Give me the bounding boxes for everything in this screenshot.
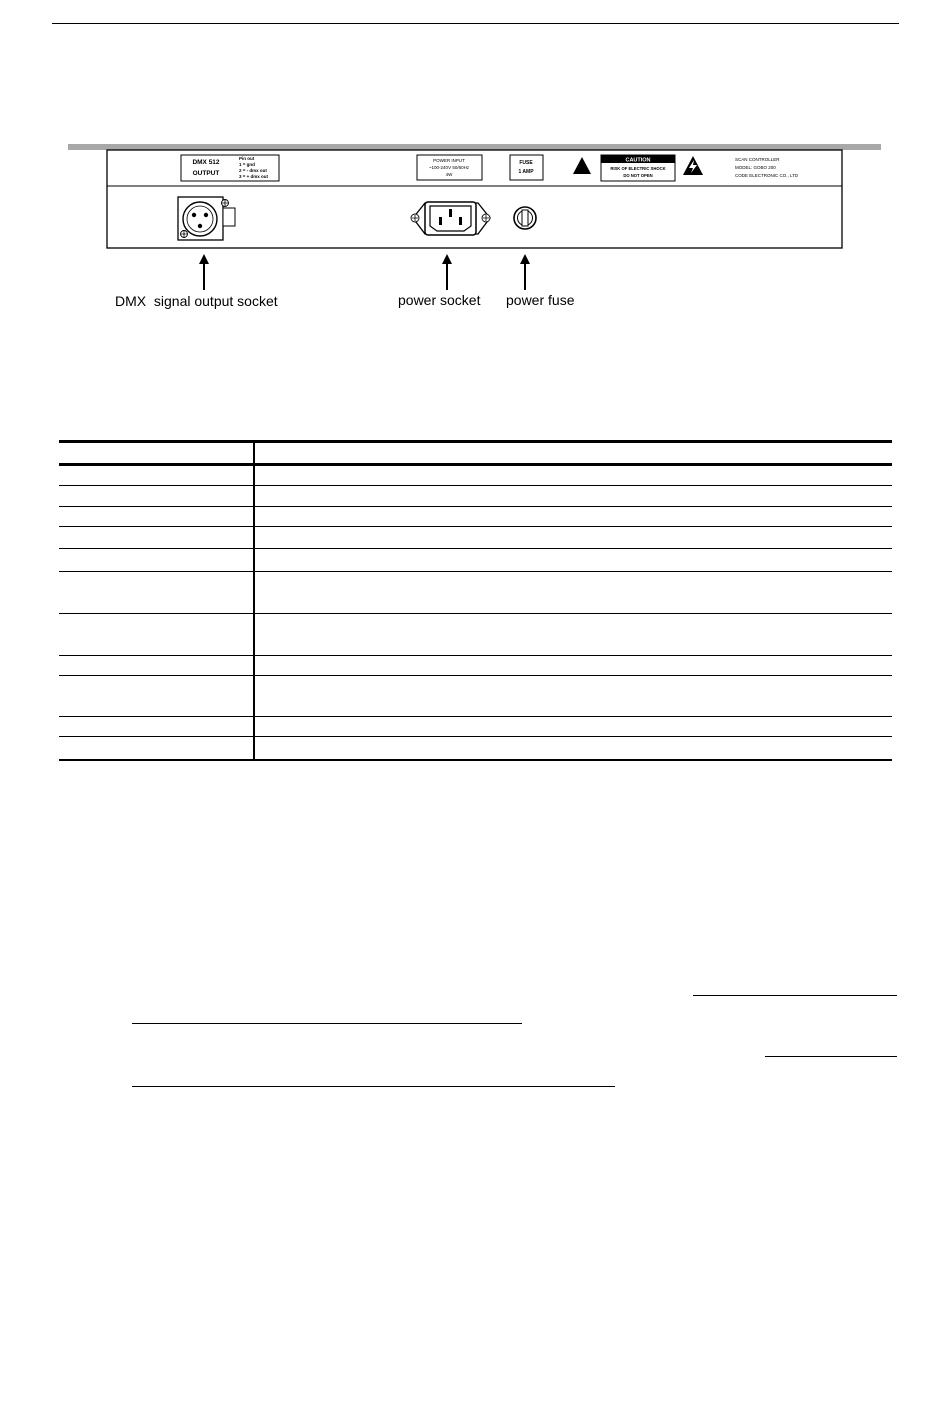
model-info-line: MODEL: GOBO 200 — [735, 165, 776, 170]
table-row — [59, 507, 892, 527]
power-fuse-holder — [514, 207, 536, 229]
table-cell — [59, 572, 254, 614]
model-info-line: SCAN CONTROLLER — [735, 157, 780, 162]
caution-title: CAUTION — [625, 157, 651, 164]
table-cell — [254, 614, 892, 656]
underline — [132, 1023, 522, 1024]
power-fuse-callout: power fuse — [506, 292, 575, 308]
table-row — [59, 549, 892, 572]
underline — [693, 995, 897, 996]
pinout-line: Pin out — [239, 156, 255, 161]
table-cell — [59, 527, 254, 549]
power-input-line: POWER INPUT — [433, 158, 465, 163]
caution-line: RISK OF ELECTRIC SHOCK — [610, 166, 666, 171]
table-cell — [254, 527, 892, 549]
power-socket — [411, 202, 490, 235]
specifications-table — [59, 440, 892, 761]
table-cell — [59, 737, 254, 761]
callout-arrows — [199, 254, 530, 290]
table-cell — [254, 507, 892, 527]
top-rule — [52, 23, 899, 24]
table-cell — [59, 507, 254, 527]
table-cell — [59, 486, 254, 507]
pinout-line: 1 = gnd — [239, 162, 255, 167]
table-cell — [59, 465, 254, 486]
table-row — [59, 676, 892, 717]
rear-panel-figure — [68, 142, 881, 322]
table-row — [59, 737, 892, 761]
table-row — [59, 527, 892, 549]
table-cell — [254, 549, 892, 572]
dmx-box-title: DMX 512 — [192, 159, 220, 166]
power-socket-callout: power socket — [398, 292, 481, 308]
table-row — [59, 656, 892, 676]
table-cell — [59, 717, 254, 737]
dmx-box-subtitle: OUTPUT — [192, 170, 220, 177]
power-input-line: 4W — [445, 172, 453, 177]
table-cell — [254, 572, 892, 614]
power-input-line: ~100-240V 50/60Hz — [428, 165, 470, 170]
table-cell — [254, 676, 892, 717]
table-row — [59, 614, 892, 656]
panel-top-bar — [68, 144, 881, 150]
table-cell — [59, 656, 254, 676]
underline — [765, 1056, 897, 1057]
pinout-line: 2 = - dmx out — [239, 168, 267, 173]
fuse-label: FUSE — [519, 160, 533, 166]
table-header-cell — [254, 442, 892, 465]
table-cell — [59, 676, 254, 717]
table-cell — [254, 656, 892, 676]
table-cell — [254, 465, 892, 486]
table-header-cell — [59, 442, 254, 465]
underline — [132, 1086, 615, 1087]
table-cell — [254, 737, 892, 761]
table-cell — [254, 717, 892, 737]
dmx-output-callout: DMX signal output socket — [115, 293, 278, 309]
model-info-line: CODE ELECTRONIC CO., LTD — [735, 173, 799, 178]
fuse-rating: 1 AMP — [518, 169, 534, 175]
table-cell — [59, 549, 254, 572]
table-cell — [59, 614, 254, 656]
table-row — [59, 465, 892, 486]
table-cell — [254, 486, 892, 507]
table-row — [59, 717, 892, 737]
table-row — [59, 486, 892, 507]
pinout-line: 3 = + dmx out — [239, 174, 269, 179]
caution-line: DO NOT OPEN — [623, 173, 653, 178]
table-row — [59, 572, 892, 614]
table-header-row — [59, 442, 892, 465]
